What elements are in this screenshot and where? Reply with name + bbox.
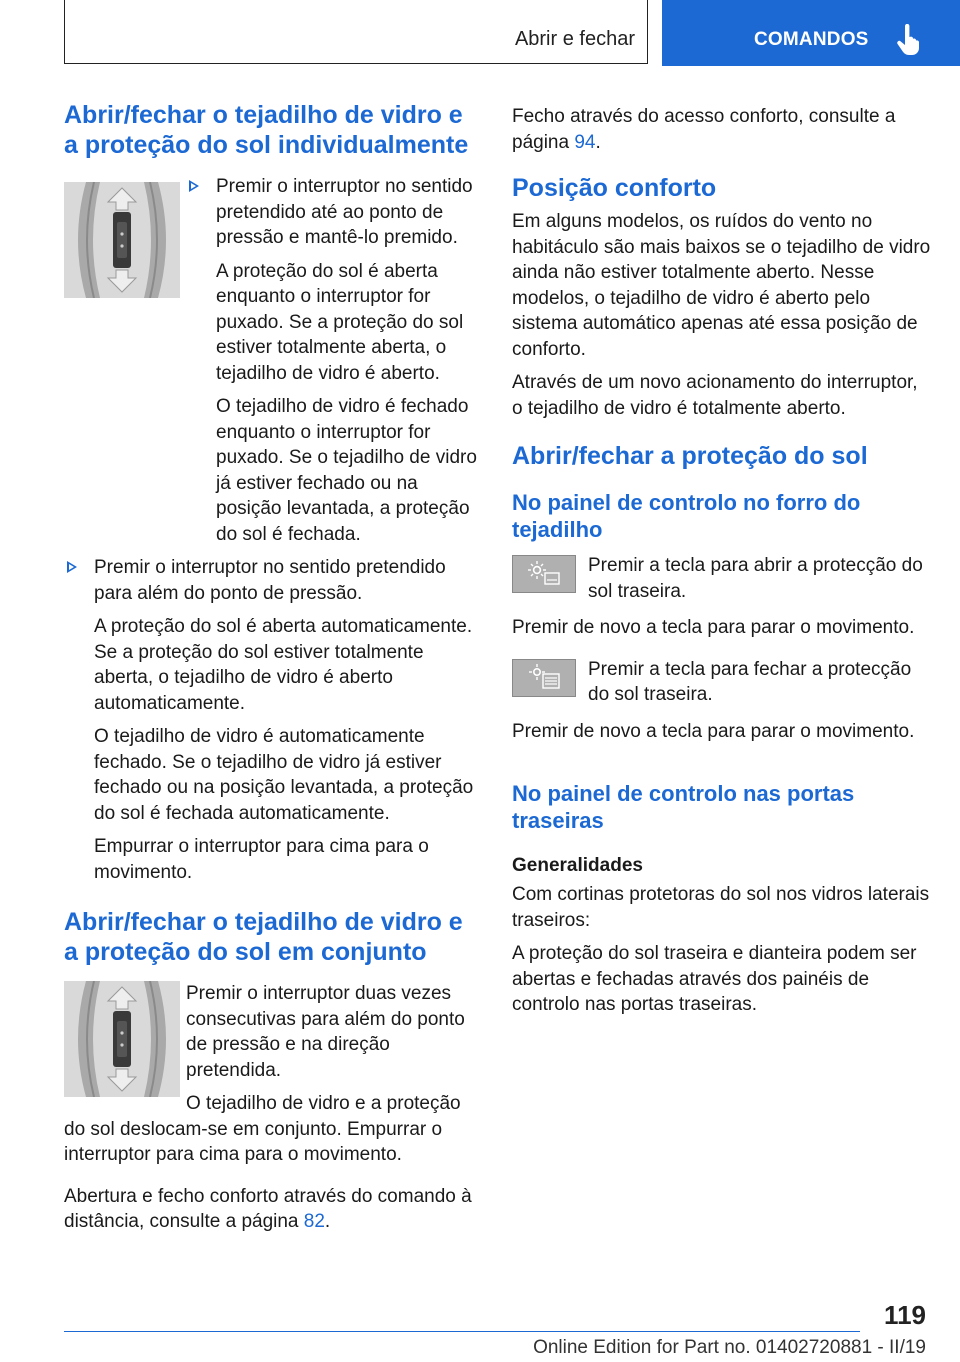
- bullet-triangle-icon: [189, 180, 199, 192]
- sunshade-open-key[interactable]: [512, 555, 576, 593]
- heading-conjunto: Abrir/fechar o tejadilho de vidro e a proteção do sol em conjunto: [64, 908, 463, 966]
- paragraph: Com cortinas protetoras do sol nos vidros laterais traseiros:: [512, 884, 930, 931]
- sunshade-close-key[interactable]: [512, 659, 576, 697]
- heading-forro: No painel de controlo no forro do tejadilho: [512, 490, 861, 542]
- right-column: [512, 104, 932, 1026]
- paragraph: Premir de novo a tecla para parar o movimento.: [512, 617, 915, 638]
- paragraph: Premir a tecla para abrir a protecção do sol traseira.: [588, 555, 923, 602]
- bullet-triangle-icon: [67, 561, 77, 573]
- open-key-row: [512, 553, 932, 611]
- roof-switch-image: [64, 182, 180, 298]
- section-title: Abrir e fechar: [514, 28, 635, 50]
- paragraph-end: .: [595, 131, 601, 153]
- page-link-94[interactable]: 94: [574, 131, 596, 153]
- roof-switch-image: [64, 981, 180, 1097]
- roof-switch-illustration: [64, 981, 180, 1097]
- heading-individual: Abrir/fechar o tejadilho de vidro e a proteção do sol individualmente: [64, 101, 469, 159]
- paragraph: O tejadilho de vidro e a proteção do sol deslocam-se em conjunto. Empurrar o interruptor para cima para o movimento.: [64, 1093, 461, 1165]
- paragraph: O tejadilho de vidro é automaticamente fechado. Se o tejadilho de vidro já estiver fechado ou na posição levantada, a proteção do sol é fechada automaticamente.: [94, 726, 474, 824]
- heading-protecao-sol: Abrir/fechar a proteção do sol: [512, 442, 868, 470]
- close-key-row: [512, 657, 932, 715]
- chapter-tab[interactable]: [662, 0, 960, 66]
- paragraph-text: Fecho através do acesso conforto, consulte a página: [512, 106, 896, 153]
- paragraph: A proteção do sol é aberta enquanto o interruptor for puxado. Se a proteção do sol estiver totalmente aberta, o tejadilho de vidro é aberto.: [216, 260, 464, 384]
- paragraph: A proteção do sol traseira e dianteira podem ser abertas e fechadas através dos painéis de controlo nas portas traseiras.: [512, 943, 917, 1015]
- paragraph: O tejadilho de vidro é fechado enquanto o interruptor for puxado. Se o tejadilho de vidro já estiver fechado ou na posição levantada, a proteção do sol é fechada.: [216, 396, 477, 545]
- paragraph: Premir o interruptor no sentido pretendido até ao ponto de pressão e mantê-lo premido.: [216, 176, 473, 248]
- bullet-item: [64, 555, 482, 885]
- paragraph: Premir o interruptor duas vezes consecutivas para além do ponto de pressão e na direção pretendida.: [186, 983, 465, 1081]
- left-column: [64, 100, 482, 1243]
- sunshade-close-icon: [513, 660, 575, 696]
- hand-pointer-icon: [896, 24, 922, 56]
- paragraph: Em alguns modelos, os ruídos do vento no habitáculo são mais baixos se o tejadilho de vidro ainda não estiver totalmente aberto. Nesse modelos, o tejadilho de vidro é aberto pelo sistema automático apenas até essa posição de conforto.: [512, 211, 931, 360]
- paragraph: Premir de novo a tecla para parar o movimento.: [512, 720, 915, 742]
- chapter-tab-label: COMANDOS: [754, 29, 869, 50]
- sunshade-open-icon: [513, 556, 575, 592]
- heading-posicao-conforto: Posição conforto: [512, 174, 717, 202]
- paragraph-end: .: [324, 1211, 331, 1232]
- page-link-82[interactable]: 82: [303, 1211, 325, 1232]
- switch-figure-row-1: [64, 174, 482, 547]
- switch-figure-row-2: [64, 981, 482, 1083]
- paragraph: Através de um novo acionamento do interruptor, o tejadilho de vidro é totalmente aberto.: [512, 372, 918, 419]
- roof-switch-illustration: [64, 182, 180, 298]
- edition-note: Online Edition for Part no. 01402720881 - II/19: [533, 1337, 926, 1358]
- paragraph-text: Abertura e fecho conforto através do comando à distância, consulte a página: [64, 1185, 472, 1232]
- heading-generalidades: Generalidades: [512, 855, 643, 876]
- page-number: 119: [884, 1300, 926, 1330]
- paragraph: A proteção do sol é aberta automaticamente. Se a proteção do sol estiver totalmente aberta, o tejadilho de vidro é aberto automaticamente.: [94, 616, 473, 714]
- paragraph-with-link: [512, 104, 932, 155]
- footer-divider: [64, 1331, 860, 1332]
- paragraph: Empurrar o interruptor para cima para o movimento.: [94, 836, 429, 883]
- heading-portas: No painel de controlo nas portas traseiras: [512, 781, 855, 833]
- paragraph-with-link: [64, 1184, 482, 1235]
- paragraph: Premir o interruptor no sentido pretendido para além do ponto de pressão.: [94, 557, 446, 604]
- bullet-item: [186, 174, 482, 547]
- paragraph: Premir a tecla para fechar a protecção do sol traseira.: [588, 658, 912, 705]
